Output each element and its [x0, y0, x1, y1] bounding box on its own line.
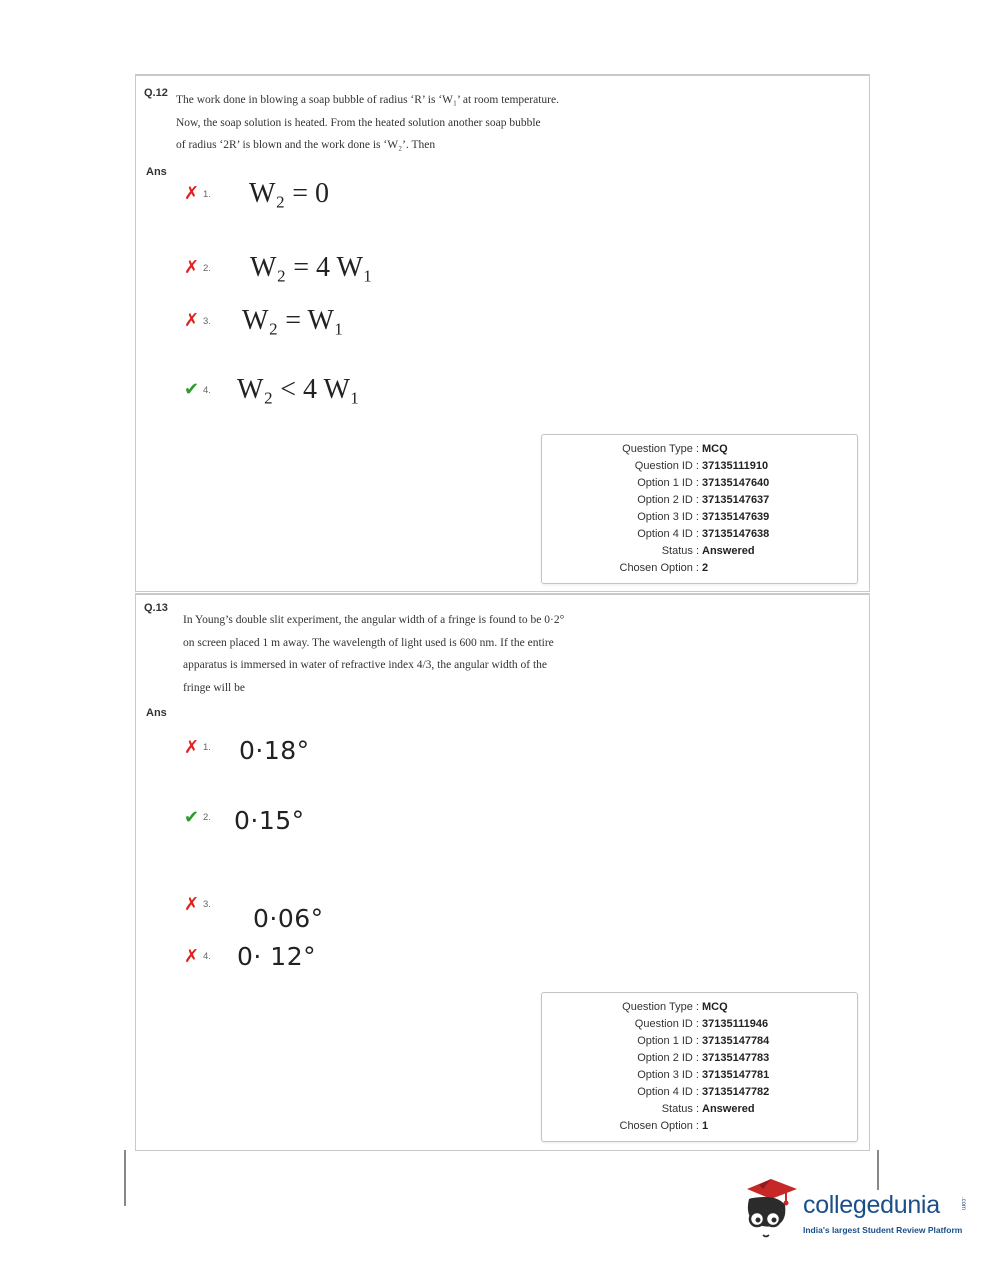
collegedunia-logo: [741, 1175, 971, 1245]
info-row: [542, 1067, 770, 1084]
info-row: [542, 543, 755, 560]
question-number: Q.13: [144, 602, 168, 614]
info-key: Option 2 ID :: [637, 494, 699, 506]
brand-name: collegedunia: [803, 1191, 940, 1219]
option-4: [184, 374, 360, 406]
question-info-panel: [541, 992, 858, 1142]
info-value: 1: [702, 1120, 709, 1132]
option-text: 0·15°: [234, 806, 305, 835]
info-value: 37135147638: [702, 528, 770, 540]
option-3: [184, 305, 344, 337]
question-text-line: In Young’s double slit experiment, the angular width of a fringe is found to be 0·2°: [183, 614, 565, 626]
question-card-q12: [135, 74, 870, 592]
info-value: 37135147782: [702, 1086, 770, 1098]
info-value: MCQ: [702, 443, 728, 455]
option-2: [184, 800, 305, 835]
question-text: [176, 89, 636, 157]
option-number: 2.: [203, 812, 211, 823]
info-value: 37135147781: [702, 1069, 770, 1081]
page-divider-left: [124, 1150, 126, 1206]
info-row: [542, 1118, 709, 1135]
question-info-panel: [541, 434, 858, 584]
info-row: [542, 1050, 770, 1067]
info-key: Option 1 ID :: [637, 1035, 699, 1047]
option-text: 0·18°: [239, 736, 310, 765]
info-value: MCQ: [702, 1001, 728, 1013]
option-number: 4.: [203, 951, 211, 962]
option-text: W₂ = W₁: [242, 305, 344, 336]
info-key: Option 1 ID :: [637, 477, 699, 489]
option-number: 1.: [203, 188, 211, 200]
question-number: Q.12: [144, 87, 168, 99]
info-row: [542, 1084, 770, 1101]
question-text-line: on screen placed 1 m away. The wavelength of light used is 600 nm. If the entire: [183, 636, 554, 649]
info-key: Option 4 ID :: [637, 528, 699, 540]
option-4: [184, 942, 316, 971]
info-row: [542, 526, 770, 543]
info-value: Answered: [702, 545, 755, 557]
option-text: 0· 12°: [237, 942, 317, 971]
info-value: 37135147783: [702, 1052, 770, 1064]
cross-icon: ✗: [184, 183, 200, 204]
option-number: 2.: [203, 262, 211, 274]
info-row: [542, 458, 769, 475]
info-value: 37135147637: [702, 494, 770, 506]
info-value: 37135147640: [702, 477, 770, 489]
question-text-line: of radius ‘2R’ is blown and the work done is ‘W₂’. Then: [176, 139, 436, 151]
info-row: [542, 509, 770, 526]
info-row: [542, 475, 770, 492]
cross-icon: ✗: [184, 257, 200, 278]
info-value: 2: [702, 562, 709, 574]
info-row: [542, 492, 770, 509]
info-key: Question Type :: [622, 1001, 699, 1013]
info-key: Chosen Option :: [619, 1120, 699, 1132]
ans-label: Ans: [146, 707, 167, 719]
cross-icon: ✗: [184, 310, 200, 331]
cross-icon: ✗: [184, 893, 200, 915]
option-number: 1.: [203, 742, 211, 753]
cross-icon: ✗: [184, 736, 200, 758]
cross-icon: ✗: [184, 945, 200, 967]
info-row: [542, 999, 728, 1016]
info-key: Question Type :: [622, 443, 699, 455]
option-2: [184, 252, 373, 284]
option-1: [184, 730, 310, 765]
option-number: 3.: [203, 899, 211, 910]
brand-tagline: India's largest Student Review Platform: [803, 1225, 963, 1235]
ans-label: Ans: [146, 166, 167, 178]
option-number: 3.: [203, 315, 211, 327]
info-value: 37135147784: [702, 1035, 770, 1047]
info-key: Option 4 ID :: [637, 1086, 699, 1098]
question-text-line: The work done in blowing a soap bubble of radius ‘R’ is ‘W₁’ at room temperature.: [176, 94, 559, 106]
brand-suffix: .com: [960, 1197, 966, 1211]
info-row: [542, 1033, 770, 1050]
option-text: W₂ = 0: [249, 178, 329, 209]
option-number: 4.: [203, 384, 211, 396]
mascot-icon: [741, 1175, 801, 1245]
info-row: [542, 441, 728, 458]
question-text-line: fringe will be: [183, 681, 245, 694]
info-key: Chosen Option :: [619, 562, 699, 574]
info-row: [542, 1016, 769, 1033]
option-text: 0·06°: [253, 904, 324, 933]
info-value: 37135111946: [702, 1018, 769, 1030]
option-text: W₂ = 4 W₁: [250, 252, 373, 283]
question-card-q13: [135, 593, 870, 1151]
info-key: Status :: [661, 545, 699, 557]
check-icon: ✔: [184, 806, 200, 828]
option-text: W₂ < 4 W₁: [237, 374, 360, 405]
info-value: Answered: [702, 1103, 755, 1115]
info-key: Option 3 ID :: [637, 511, 699, 523]
question-text-line: apparatus is immersed in water of refractive index 4/3, the angular width of the: [183, 659, 548, 671]
info-key: Status :: [661, 1103, 699, 1115]
info-row: [542, 1101, 755, 1118]
check-icon: ✔: [184, 379, 200, 400]
info-row: [542, 560, 709, 577]
option-1: [184, 178, 329, 210]
option-3: [184, 876, 324, 933]
info-key: Option 3 ID :: [637, 1069, 699, 1081]
info-value: 37135147639: [702, 511, 770, 523]
info-value: 37135111910: [702, 460, 769, 472]
info-key: Option 2 ID :: [637, 1052, 699, 1064]
info-key: Question ID :: [634, 460, 699, 472]
question-text: [183, 609, 643, 699]
info-key: Question ID :: [634, 1018, 699, 1030]
question-text-line: Now, the soap solution is heated. From the heated solution another soap bubble: [176, 116, 541, 129]
